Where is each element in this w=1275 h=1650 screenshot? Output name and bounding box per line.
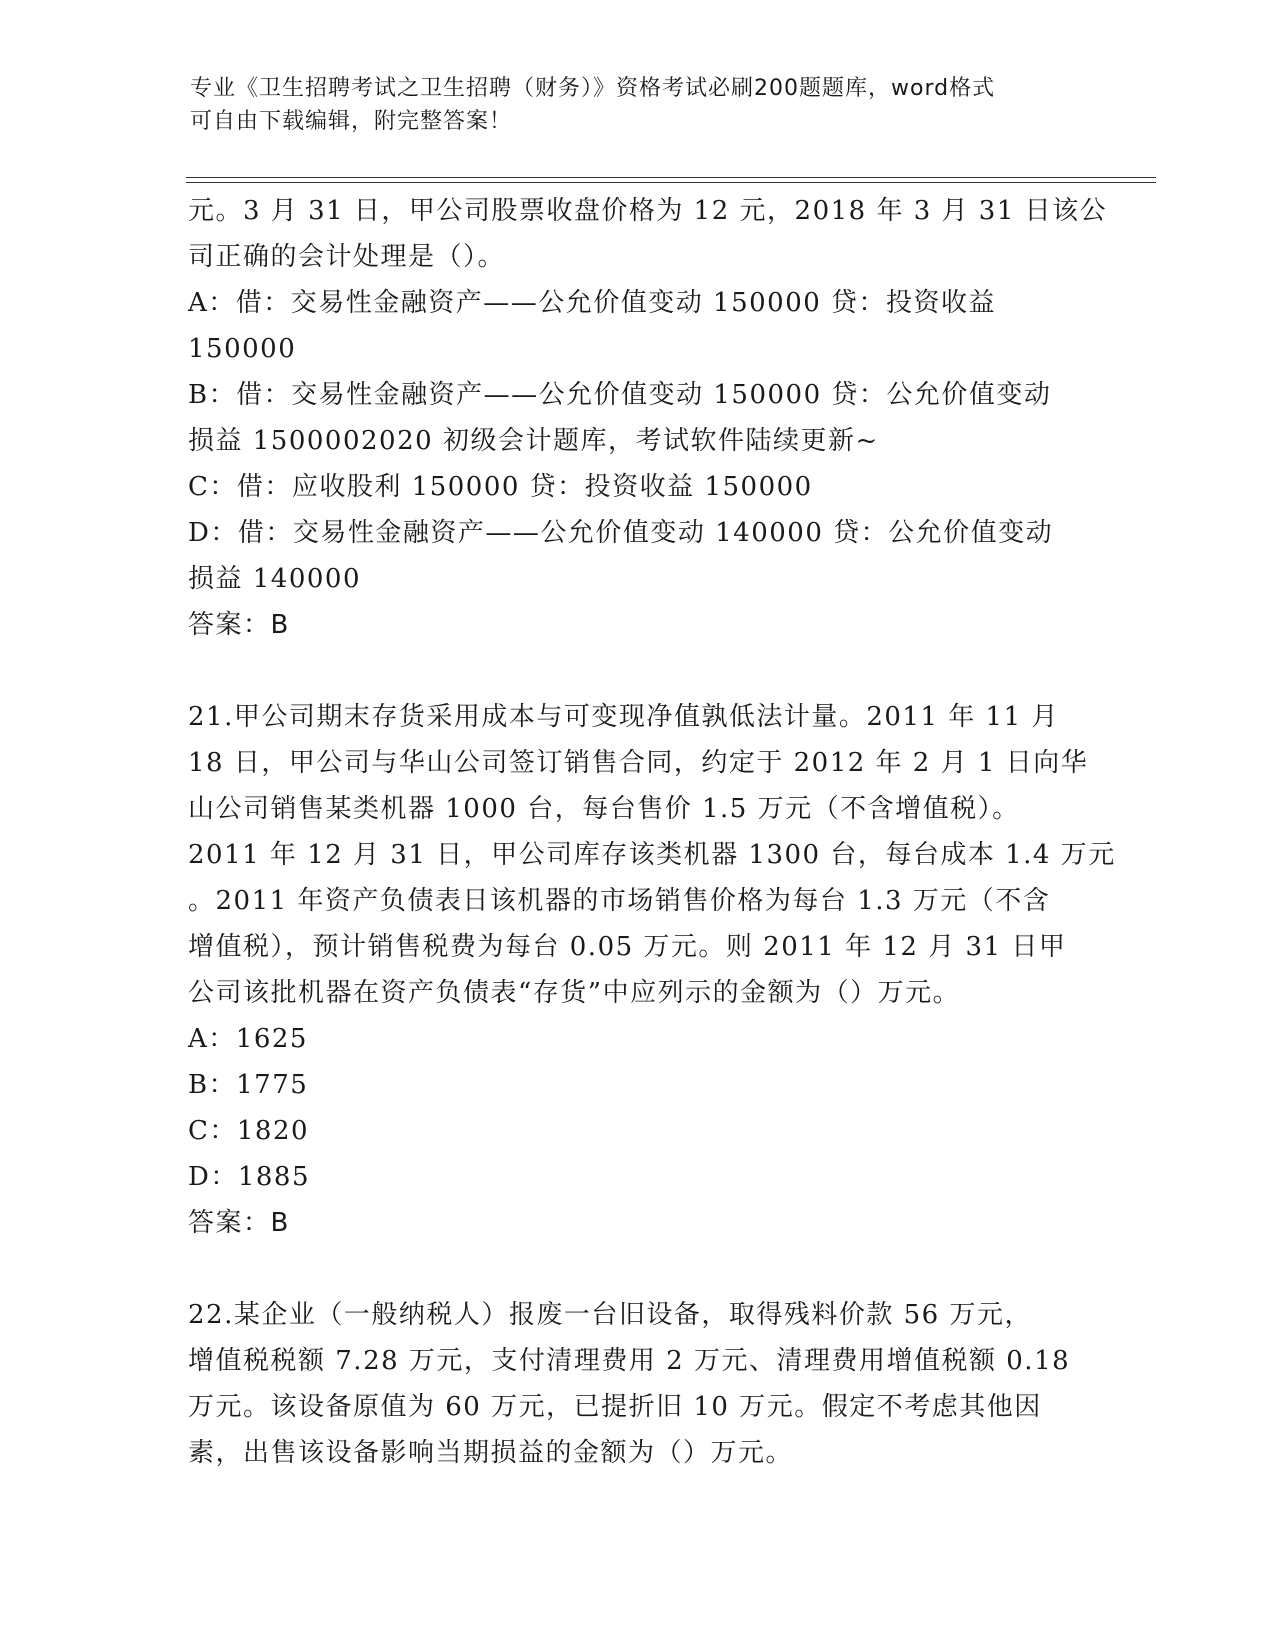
question-stem-line: 素，出售该设备影响当期损益的金额为（）万元。 xyxy=(188,1438,794,1468)
question-stem-line: 公司该批机器在资产负债表“存货”中应列示的金额为（）万元。 xyxy=(188,978,961,1008)
question-stem-line: 增值税税额 7.28 万元，支付清理费用 2 万元、清理费用增值税额 0.18 xyxy=(188,1346,1071,1376)
question-stem-line: 万元。该设备原值为 60 万元，已提折旧 10 万元。假定不考虑其他因 xyxy=(188,1392,1042,1422)
option-d-continued: 损益 140000 xyxy=(188,564,362,594)
option-a: A：1625 xyxy=(188,1024,308,1054)
header-line: 专业《卫生招聘考试之卫生招聘（财务）》资格考试必刷200题题库，word格式 xyxy=(190,76,996,101)
question-20 xyxy=(188,188,1108,648)
question-stem-line: 司正确的会计处理是（）。 xyxy=(188,242,506,272)
question-stem-line: 18 日，甲公司与华山公司签订销售合同，约定于 2012 年 2 月 1 日向华 xyxy=(188,748,1089,778)
option-a-continued: 150000 xyxy=(188,334,297,364)
question-stem-line: 增值税），预计销售税费为每台 0.05 万元。则 2011 年 12 月 31 日甲 xyxy=(188,932,1067,962)
question-21 xyxy=(188,694,1116,1246)
question-stem-line: 22.某企业（一般纳税人）报废一台旧设备，取得残料价款 56 万元， xyxy=(188,1300,1032,1330)
question-stem-line: 元。3 月 31 日，甲公司股票收盘价格为 12 元，2018 年 3 月 31 日该公 xyxy=(188,196,1108,226)
question-stem-line: 。2011 年资产负债表日该机器的市场销售价格为每台 1.3 万元（不含 xyxy=(188,886,1051,916)
page-header xyxy=(190,72,1090,138)
question-22 xyxy=(188,1292,1088,1476)
option-b-continued: 损益 1500002020 初级会计题库，考试软件陆续更新~ xyxy=(188,426,879,456)
option-c: C：借：应收股利 150000 贷：投资收益 150000 xyxy=(188,472,813,502)
header-line: 可自由下载编辑，附完整答案！ xyxy=(190,109,513,134)
document-body xyxy=(188,188,1116,1476)
answer: 答案：B xyxy=(188,610,290,640)
option-b: B：借：交易性金融资产——公允价值变动 150000 贷：公允价值变动 xyxy=(188,380,1052,410)
question-stem-line: 2011 年 12 月 31 日，甲公司库存该类机器 1300 台，每台成本 1.4 万元 xyxy=(188,840,1116,870)
question-stem-line: 山公司销售某类机器 1000 台，每台售价 1.5 万元（不含增值税）。 xyxy=(188,794,1020,824)
answer: 答案：B xyxy=(188,1208,290,1238)
question-stem-line: 21.甲公司期末存货采用成本与可变现净值孰低法计量。2011 年 11 月 xyxy=(188,702,1059,732)
option-c: C：1820 xyxy=(188,1116,310,1146)
option-d: D：1885 xyxy=(188,1162,311,1192)
option-d: D：借：交易性金融资产——公允价值变动 140000 贷：公允价值变动 xyxy=(188,518,1054,548)
header-divider xyxy=(186,177,1156,183)
option-a: A：借：交易性金融资产——公允价值变动 150000 贷：投资收益 xyxy=(188,288,997,318)
option-b: B：1775 xyxy=(188,1070,309,1100)
